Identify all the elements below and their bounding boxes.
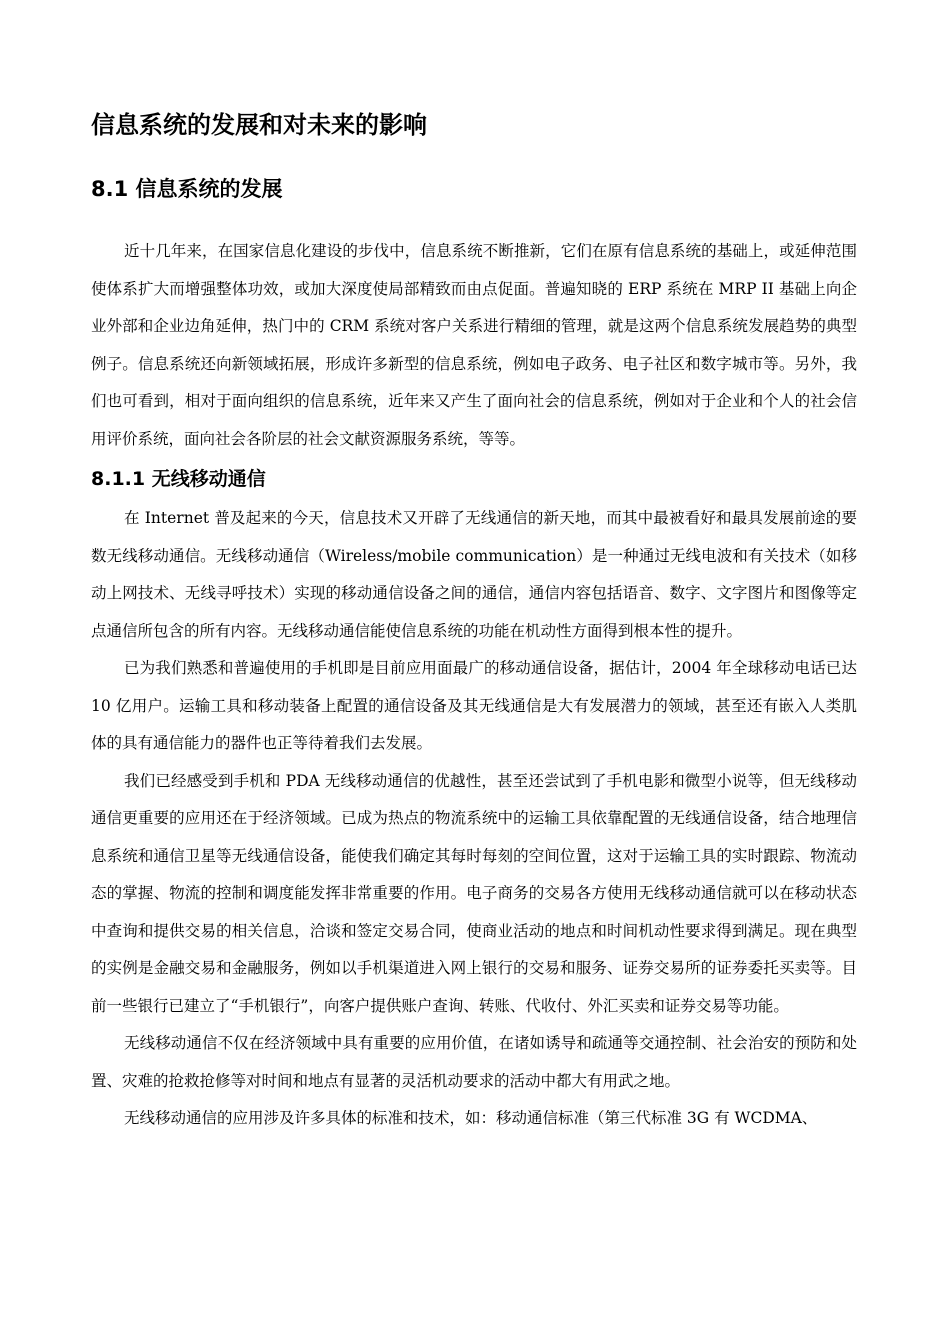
paragraph: 在 Internet 普及起来的今天，信息技术又开辟了无线通信的新天地，而其中最被看好和最具发展前途的要数无线移动通信。无线移动通信（Wireless/mobile communication）是一种通过无线电波和有关技术（如移动上网技术、无线寻呼技术）实现的移动通信设备之间的通信，通信内容包括语音、数字、文字图片和图像等定点通信所包含的所有内容。无线移动通信能使信息系统的功能在机动性方面得到根本性的提升。 <box>91 509 857 640</box>
paragraph: 无线移动通信的应用涉及许多具体的标准和技术，如：移动通信标准（第三代标准 3G 有 WCDMA、 <box>124 1109 818 1127</box>
subsection-heading: 8.1.1 无线移动通信 <box>91 468 266 490</box>
document-content <box>91 105 857 1138</box>
paragraph: 我们已经感受到手机和 PDA 无线移动通信的优越性，甚至还尝试到了手机电影和微型小说等，但无线移动通信更重要的应用还在于经济领域。已成为热点的物流系统中的运输工具依靠配置的无线通信设备，结合地理信息系统和通信卫星等无线通信设备，能使我们确定其每时每刻的空间位置，这对于运输工具的实时跟踪、物流动态的掌握、物流的控制和调度能发挥非常重要的作用。电子商务的交易各方使用无线移动通信就可以在移动状态中查询和提供交易的相关信息，洽谈和签定交易合同，使商业活动的地点和时间机动性要求得到满足。现在典型的实例是金融交易和金融服务，例如以手机渠道进入网上银行的交易和服务、证券交易所的证券委托买卖等。目前一些银行已建立了“手机银行”，向客户提供账户查询、转账、代收付、外汇买卖和证券交易等功能。 <box>91 771 857 1015</box>
document-title: 信息系统的发展和对未来的影响 <box>91 111 427 139</box>
subsection-body <box>91 500 857 1138</box>
section-heading: 8.1 信息系统的发展 <box>91 177 283 201</box>
section-body <box>91 233 857 458</box>
paragraph: 近十几年来，在国家信息化建设的步伐中，信息系统不断推新，它们在原有信息系统的基础上，或延伸范围使体系扩大而增强整体功效，或加大深度使局部精致而由点促面。普遍知晓的 ERP 系统在 MRP II 基础上向企业外部和企业边角延伸，热门中的 CRM 系统对客户关系进行精细的管理，就是这两个信息系统发展趋势的典型例子。信息系统还向新领域拓展，形成许多新型的信息系统，例如电子政务、电子社区和数字城市等。另外，我们也可看到，相对于面向组织的信息系统，近年来又产生了面向社会的信息系统，例如对于企业和个人的社会信用评价系统，面向社会各阶层的社会文献资源服务系统，等等。 <box>91 242 857 448</box>
paragraph: 已为我们熟悉和普遍使用的手机即是目前应用面最广的移动通信设备，据估计，2004 年全球移动电话已达 10 亿用户。运输工具和移动装备上配置的通信设备及其无线通信是大有发展潜力的领域，甚至还有嵌入人类肌体的具有通信能力的器件也正等待着我们去发展。 <box>91 659 857 752</box>
paragraph: 无线移动通信不仅在经济领域中具有重要的应用价值，在诸如诱导和疏通等交通控制、社会治安的预防和处置、灾难的抢救抢修等对时间和地点有显著的灵活机动要求的活动中都大有用武之地。 <box>91 1034 857 1090</box>
